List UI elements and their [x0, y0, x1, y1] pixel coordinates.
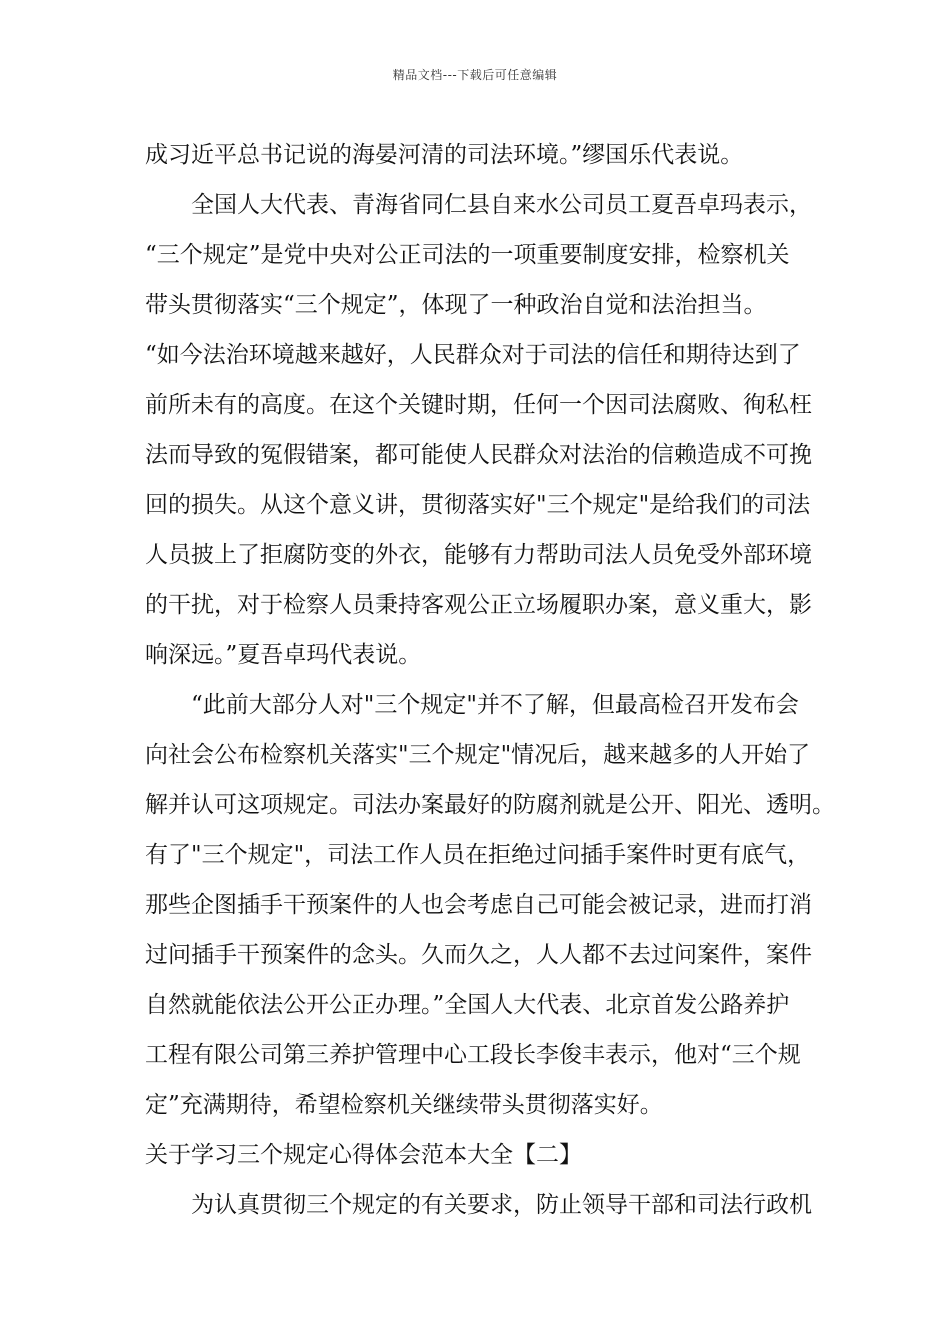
- text-line: “三个规定”是党中央对公正司法的一项重要制度安排，检察机关: [145, 242, 790, 268]
- text-line: 过问插手干预案件的念头。久而久之，人人都不去过问案件，案件: [145, 942, 812, 968]
- paragraph-start-line: 为认真贯彻三个规定的有关要求，防止领导干部和司法行政机: [191, 1192, 812, 1218]
- text-line: 法而导致的冤假错案，都可能使人民群众对法治的信赖造成不可挽: [145, 442, 812, 468]
- text-line: 回的损失。从这个意义讲，贯彻落实好"三个规定"是给我们的司法: [145, 492, 811, 518]
- document-body: [145, 130, 835, 1230]
- text-line: 工程有限公司第三养护管理中心工段长李俊丰表示，他对“三个规: [145, 1042, 801, 1068]
- text-line: 那些企图插手干预案件的人也会考虑自己可能会被记录，进而打消: [145, 892, 812, 918]
- text-line: “如今法治环境越来越好，人民群众对于司法的信任和期待达到了: [145, 342, 801, 368]
- text-line: 解并认可这项规定。司法办案最好的防腐剂就是公开、阳光、透明。: [145, 792, 835, 818]
- text-line: 定”充满期待，希望检察机关继续带头贯彻落实好。: [145, 1092, 663, 1118]
- page-header: 精品文档---下载后可任意编辑: [392, 68, 558, 82]
- text-line: 自然就能依法公开公正办理。”全国人大代表、北京首发公路养护: [145, 992, 790, 1018]
- text-line: 的干扰，对于检察人员秉持客观公正立场履职办案，意义重大，影: [145, 592, 812, 618]
- text-line: 带头贯彻落实“三个规定”，体现了一种政治自觉和法治担当。: [145, 292, 767, 318]
- text-line: 人员披上了拒腐防变的外衣，能够有力帮助司法人员免受外部环境: [145, 542, 812, 568]
- text-line: 成习近平总书记说的海晏河清的司法环境。”缪国乐代表说。: [145, 142, 744, 168]
- text-line: 响深远。”夏吾卓玛代表说。: [145, 642, 422, 668]
- text-line: 有了"三个规定"，司法工作人员在拒绝过问插手案件时更有底气，: [145, 842, 811, 868]
- paragraph-start-line: 全国人大代表、青海省同仁县自来水公司员工夏吾卓玛表示，: [191, 192, 812, 218]
- section-heading: 关于学习三个规定心得体会范本大全【二】: [145, 1142, 582, 1168]
- text-line: 向社会公布检察机关落实"三个规定"情况后，越来越多的人开始了: [145, 742, 811, 768]
- text-line: 前所未有的高度。在这个关键时期，任何一个因司法腐败、徇私枉: [145, 392, 812, 418]
- paragraph-start-line: “此前大部分人对"三个规定"并不了解，但最高检召开发布会: [191, 692, 799, 718]
